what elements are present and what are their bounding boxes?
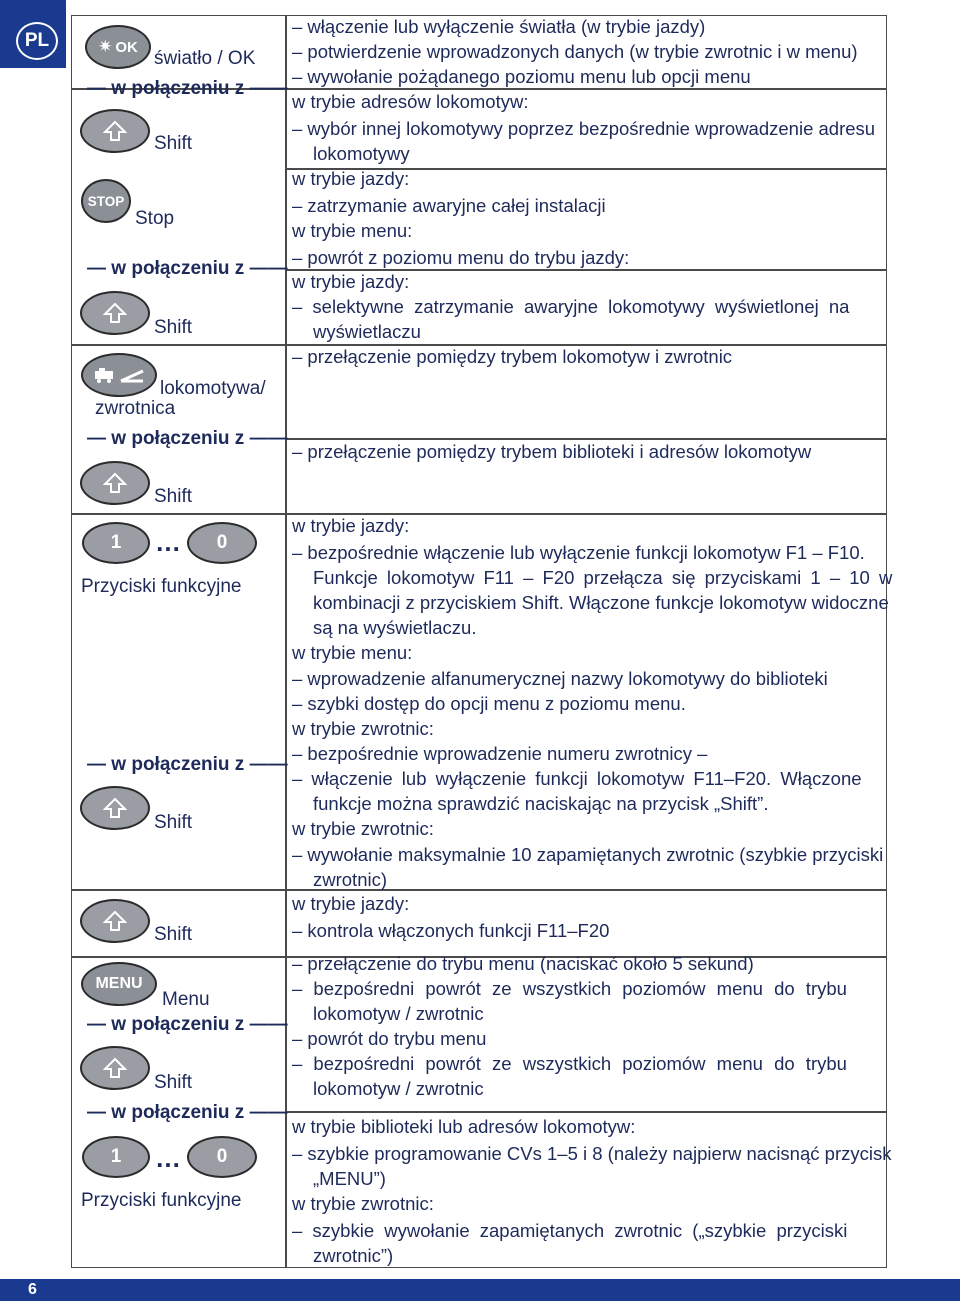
shift-button[interactable] [80, 109, 150, 153]
desc-line: w trybie jazdy: [292, 515, 410, 536]
desc-line: funkcje można sprawdzić naciskając na przycisk „Shift”. [313, 793, 769, 814]
language-badge: PL [16, 22, 58, 60]
desc-line: są na wyświetlaczu. [313, 617, 477, 638]
desc-line: – wywołanie pożądanego poziomu menu lub opcji menu [292, 66, 751, 87]
key-ellipsis: … [155, 527, 181, 557]
desc-line: – wywołanie maksymalnie 10 zapamiętanych zwrotnic (szybkie przyciski [292, 844, 884, 865]
menu-key-label: MENU [95, 975, 143, 992]
stop-key-label: STOP [87, 193, 125, 209]
stop-caption: Stop [135, 208, 175, 229]
desc-line: w trybie jazdy: [292, 271, 410, 292]
connector-text: — w połączeniu z —— [87, 258, 288, 279]
desc-line: – kontrola włączonych funkcji F11–F20 [292, 920, 610, 941]
desc-line: w trybie biblioteki lub adresów lokomotyw: [292, 1116, 636, 1137]
desc-line: lokomotyw / zwrotnic [313, 1003, 484, 1024]
function-key-0[interactable] [187, 1136, 257, 1178]
desc-line: – przełączenie do trybu menu (naciskać około 5 sekund) [292, 953, 754, 974]
desc-line: – szybki dostęp do opcji menu z poziomu menu. [292, 693, 686, 714]
connector-text: — w połączeniu z —— [87, 428, 288, 449]
column-divider [285, 16, 287, 1267]
description-quick-programming [292, 1115, 892, 1267]
shift-caption: Shift [154, 317, 193, 338]
description-ok [292, 15, 878, 90]
loco-caption-line1: lokomotywa/ [160, 378, 266, 399]
desc-line: – zatrzymanie awaryjne całej instalacji [292, 195, 606, 216]
row-divider [72, 889, 886, 891]
shift-caption: Shift [154, 486, 193, 507]
desc-line: – włączenie lub wyłączenie funkcji lokomotyw F11–F20. Włączone [292, 768, 862, 789]
description-shift-address [292, 90, 878, 168]
desc-line: wyświetlaczu [313, 321, 421, 342]
desc-line: zwrotnic”) [313, 1245, 394, 1266]
row-divider [285, 1111, 886, 1113]
shift-button[interactable] [80, 461, 150, 505]
function-key-1[interactable] [82, 522, 150, 564]
desc-line: w trybie menu: [292, 642, 413, 663]
desc-line: lokomotywy [313, 143, 410, 164]
key-1-label: 1 [110, 1146, 122, 1167]
menu-button[interactable] [81, 962, 157, 1006]
desc-line: w trybie zwrotnic: [292, 818, 434, 839]
shift-arrow-icon [103, 302, 127, 324]
function-keys-caption: Przyciski funkcyjne [81, 576, 242, 597]
shift-caption: Shift [154, 812, 193, 833]
connector-text: — w połączeniu z —— [87, 1102, 288, 1123]
loco-caption-line2: zwrotnica [95, 398, 176, 419]
stop-button[interactable] [81, 179, 131, 223]
shift-arrow-icon [103, 472, 127, 494]
desc-line: – włączenie lub wyłączenie światła (w trybie jazdy) [292, 16, 706, 37]
light-icon: ✷ [98, 37, 113, 56]
desc-line: – bezpośredni powrót ze wszystkich poziomów menu do trybu [292, 1053, 847, 1074]
description-selective-stop [292, 270, 878, 345]
key-0-label: 0 [216, 1146, 228, 1167]
key-0-label: 0 [216, 532, 228, 553]
desc-line: – bezpośrednie włączenie lub wyłączenie funkcji lokomotyw F1 – F10. [292, 542, 865, 563]
page-number: 6 [28, 1281, 37, 1298]
shift-button[interactable] [80, 786, 150, 830]
shift-arrow-icon [103, 120, 127, 142]
description-library-address [292, 440, 878, 470]
desc-line: Funkcje lokomotyw F11 – F20 przełącza się przyciskami 1 – 10 w [313, 567, 893, 588]
desc-line: – bezpośrednie wprowadzenie numeru zwrotnicy – [292, 743, 708, 764]
desc-line: – selektywne zatrzymanie awaryjne lokomotywy wyświetlonej na [292, 296, 850, 317]
shift-arrow-icon [103, 1057, 127, 1079]
footer-bar [0, 1279, 960, 1301]
desc-line: – szybkie wywołanie zapamiętanych zwrotnic („szybkie przyciski [292, 1220, 848, 1241]
loco-turnout-icon [91, 365, 147, 385]
description-shift-functions [292, 892, 878, 944]
shift-caption: Shift [154, 133, 193, 154]
description-stop [292, 167, 878, 268]
desc-line: w trybie zwrotnic: [292, 718, 434, 739]
shift-caption: Shift [154, 924, 193, 945]
desc-line: w trybie zwrotnic: [292, 1193, 434, 1214]
shift-button[interactable] [80, 899, 150, 943]
language-tab [0, 0, 66, 68]
function-key-0[interactable] [187, 522, 257, 564]
desc-line: – wybór innej lokomotywy poprzez bezpośrednie wprowadzenie adresu [292, 118, 876, 139]
desc-line: – bezpośredni powrót ze wszystkich poziomów menu do trybu [292, 978, 847, 999]
desc-line: – przełączenie pomiędzy trybem lokomotyw i zwrotnic [292, 346, 733, 367]
ok-button[interactable] [85, 25, 151, 69]
ok-button-caption: światło / OK [154, 48, 256, 69]
function-key-1[interactable] [82, 1136, 150, 1178]
desc-line: kombinacji z przyciskiem Shift. Włączone funkcje lokomotyw widoczne [313, 592, 889, 613]
shift-button[interactable] [80, 291, 150, 335]
desc-line: w trybie jazdy: [292, 168, 410, 189]
description-function-keys [292, 514, 893, 890]
shift-arrow-icon [103, 797, 127, 819]
shift-caption: Shift [154, 1072, 193, 1093]
desc-line: – powrót z poziomu menu do trybu jazdy: [292, 247, 630, 268]
loco-turnout-button[interactable] [81, 353, 157, 397]
desc-line: w trybie adresów lokomotyw: [292, 91, 529, 112]
connector-text: — w połączeniu z —— [87, 754, 288, 775]
connector-text: — w połączeniu z —— [87, 78, 288, 99]
desc-line: – powrót do trybu menu [292, 1028, 487, 1049]
desc-line: – szybkie programowanie CVs 1–5 i 8 (należy najpierw nacisnąć przycisk [292, 1143, 892, 1164]
desc-line: w trybie jazdy: [292, 893, 410, 914]
menu-caption: Menu [162, 989, 210, 1010]
desc-line: zwrotnic) [313, 869, 388, 890]
function-keys-caption: Przyciski funkcyjne [81, 1190, 242, 1211]
desc-line: – potwierdzenie wprowadzonych danych (w trybie zwrotnic i w menu) [292, 41, 858, 62]
desc-line: w trybie menu: [292, 220, 413, 241]
shift-button[interactable] [80, 1046, 150, 1090]
key-ellipsis: … [155, 1143, 181, 1173]
shift-arrow-icon [103, 910, 127, 932]
desc-line: lokomotyw / zwrotnic [313, 1078, 484, 1099]
description-loco-turnout [292, 345, 878, 375]
description-menu [292, 952, 878, 1102]
ok-key-label: OK [115, 38, 138, 56]
desc-line: – przełączenie pomiędzy trybem biblioteki i adresów lokomotyw [292, 441, 812, 462]
desc-line: „MENU”) [313, 1168, 386, 1189]
connector-text: — w połączeniu z —— [87, 1014, 288, 1035]
desc-line: – wprowadzenie alfanumerycznej nazwy lokomotywy do biblioteki [292, 668, 828, 689]
key-1-label: 1 [110, 532, 122, 553]
